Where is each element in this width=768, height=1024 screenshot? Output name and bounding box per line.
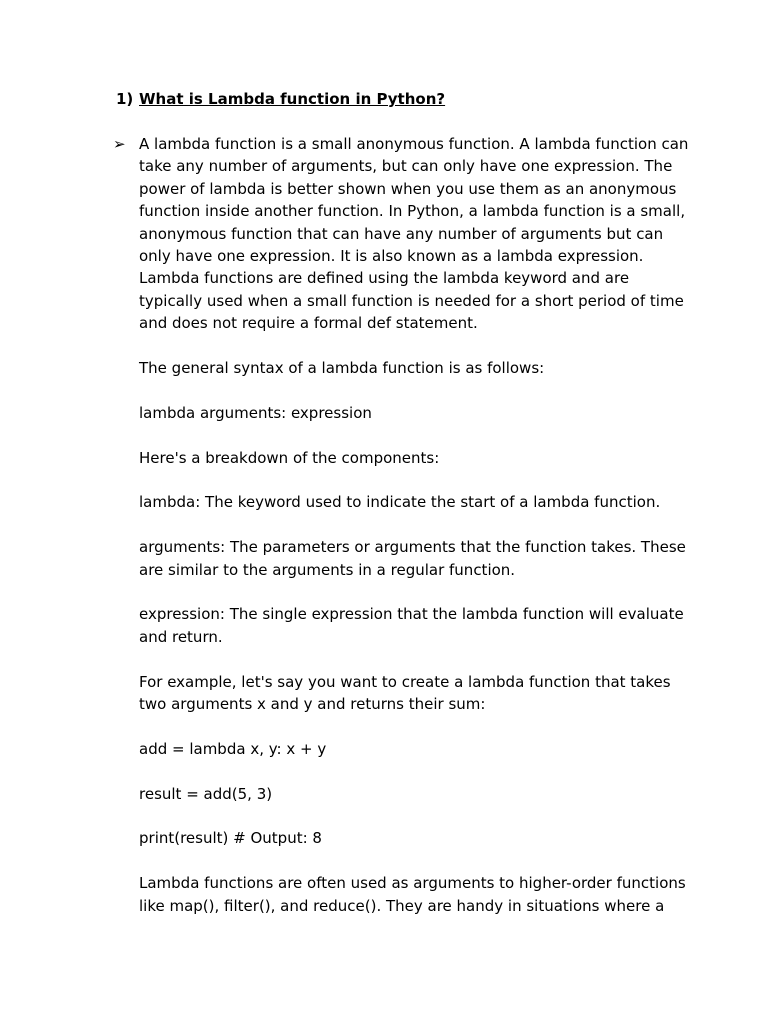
text-line: are similar to the arguments in a regular function. [139, 560, 516, 579]
paragraph [139, 491, 699, 513]
text-line: Lambda functions are often used as arguments to higher-order functions [139, 874, 686, 893]
text-line: add = lambda x, y: x + y [139, 739, 327, 758]
answer-body [139, 133, 699, 939]
text-line: take any number of arguments, but can only have one expression. The [139, 157, 673, 176]
text-line: lambda: The keyword used to indicate the start of a lambda function. [139, 493, 661, 512]
paragraph [139, 738, 699, 760]
text-line: power of lambda is better shown when you use them as an anonymous [139, 179, 677, 198]
text-line: Lambda functions are defined using the lambda keyword and are [139, 269, 630, 288]
paragraph [139, 536, 699, 581]
paragraph [139, 872, 699, 917]
paragraph [139, 827, 699, 849]
text-line: The general syntax of a lambda function is as follows: [139, 359, 545, 378]
question-heading [116, 88, 445, 110]
text-line: two arguments x and y and returns their sum: [139, 695, 486, 714]
text-line: and return. [139, 627, 223, 646]
text-line: expression: The single expression that the lambda function will evaluate [139, 605, 684, 624]
text-line: anonymous function that can have any number of arguments but can [139, 224, 664, 243]
paragraph [139, 133, 699, 335]
paragraph [139, 783, 699, 805]
text-line: and does not require a formal def statement. [139, 314, 478, 333]
text-line: only have one expression. It is also known as a lambda expression. [139, 247, 644, 266]
arrow-bullet-icon: ➢ [113, 135, 126, 153]
text-line: like map(), filter(), and reduce(). They are handy in situations where a [139, 896, 665, 915]
paragraph [139, 402, 699, 424]
text-line: For example, let's say you want to create a lambda function that takes [139, 672, 671, 691]
text-line: function inside another function. In Python, a lambda function is a small, [139, 202, 686, 221]
text-line: lambda arguments: expression [139, 403, 372, 422]
heading-number: 1) [116, 90, 134, 108]
heading-title: What is Lambda function in Python? [139, 90, 446, 108]
paragraph [139, 357, 699, 379]
paragraph [139, 447, 699, 469]
paragraph [139, 603, 699, 648]
text-line: print(result) # Output: 8 [139, 829, 322, 848]
text-line: arguments: The parameters or arguments that the function takes. These [139, 538, 686, 557]
text-line: A lambda function is a small anonymous function. A lambda function can [139, 135, 689, 153]
text-line: Here's a breakdown of the components: [139, 448, 440, 467]
text-line: result = add(5, 3) [139, 784, 273, 803]
text-line: typically used when a small function is needed for a short period of time [139, 291, 684, 310]
paragraph [139, 671, 699, 716]
